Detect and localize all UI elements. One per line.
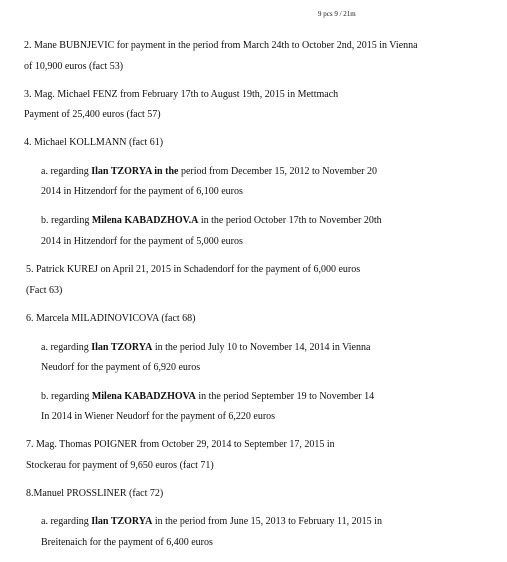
item-5-line-1: 5. Patrick KUREJ on April 21, 2015 in Schadendorf for the payment of 6,000 euros — [26, 264, 361, 275]
item-4-heading: 4. Michael KOLLMANN (fact 61) — [24, 137, 164, 148]
item-5-line-2: (Fact 63) — [26, 285, 63, 296]
item-6b-line-2: In 2014 in Wiener Neudorf for the payment of 6,220 euros — [41, 411, 276, 422]
item-6a-line-1 — [41, 342, 370, 354]
item-2-line-1: 2. Mane BUBNJEVIC for payment in the period from March 24th to October 2nd, 2015 in Vienna — [24, 40, 418, 51]
item-4a-prefix: a. regarding — [41, 166, 92, 177]
item-3-line-2: Payment of 25,400 euros (fact 57) — [24, 109, 161, 120]
item-6b-name: Milena KABADZHOVA — [91, 391, 196, 402]
item-7-line-1: 7. Mag. Thomas POIGNER from October 29, 2014 to September 17, 2015 in — [26, 439, 335, 450]
item-6a-prefix: a. regarding — [41, 342, 92, 353]
item-6b-line-1 — [41, 391, 374, 403]
item-8-heading: 8.Manuel PROSSLINER (fact 72) — [26, 488, 164, 499]
item-4a-name: Ilan TZORYA in the — [91, 166, 179, 177]
item-4a-line-2: 2014 in Hitzendorf for the payment of 6,100 euros — [41, 186, 243, 197]
item-8a-prefix: a. regarding — [41, 516, 92, 527]
item-4b-line-1 — [41, 215, 382, 227]
page-reference: 9 pcs 9 / 21m — [318, 10, 356, 18]
item-6a-suffix: in the period July 10 to November 14, 2014 in Vienna — [152, 342, 371, 353]
item-8a-line-2: Breitenaich for the payment of 6,400 euros — [41, 537, 213, 548]
item-6a-line-2: Neudorf for the payment of 6,920 euros — [41, 362, 201, 373]
item-4b-line-2: 2014 in Hitzendorf for the payment of 5,000 euros — [41, 236, 243, 247]
item-8a-suffix: in the period from June 15, 2013 to February 11, 2015 in — [152, 516, 382, 527]
item-4b-suffix: in the period October 17th to November 20th — [198, 215, 382, 226]
item-6b-prefix: b. regarding — [41, 391, 92, 402]
item-8a-line-1 — [41, 516, 382, 528]
item-4b-name: Milena KABADZHOV.A — [91, 215, 199, 226]
item-8a-name: Ilan TZORYA — [91, 516, 153, 527]
item-4b-prefix: b. regarding — [41, 215, 92, 226]
item-7-line-2: Stockerau for payment of 9,650 euros (fact 71) — [26, 460, 214, 471]
item-4a-suffix: period from December 15, 2012 to November 20 — [178, 166, 378, 177]
item-6-heading: 6. Marcela MILADINOVICOVA (fact 68) — [26, 313, 196, 324]
item-6a-name: Ilan TZORYA — [91, 342, 153, 353]
item-2-line-2: of 10,900 euros (fact 53) — [24, 61, 124, 72]
item-4a-line-1 — [41, 166, 377, 178]
item-3-line-1: 3. Mag. Michael FENZ from February 17th to August 19th, 2015 in Mettmach — [24, 89, 339, 100]
item-6b-suffix: in the period September 19 to November 14 — [195, 391, 375, 402]
